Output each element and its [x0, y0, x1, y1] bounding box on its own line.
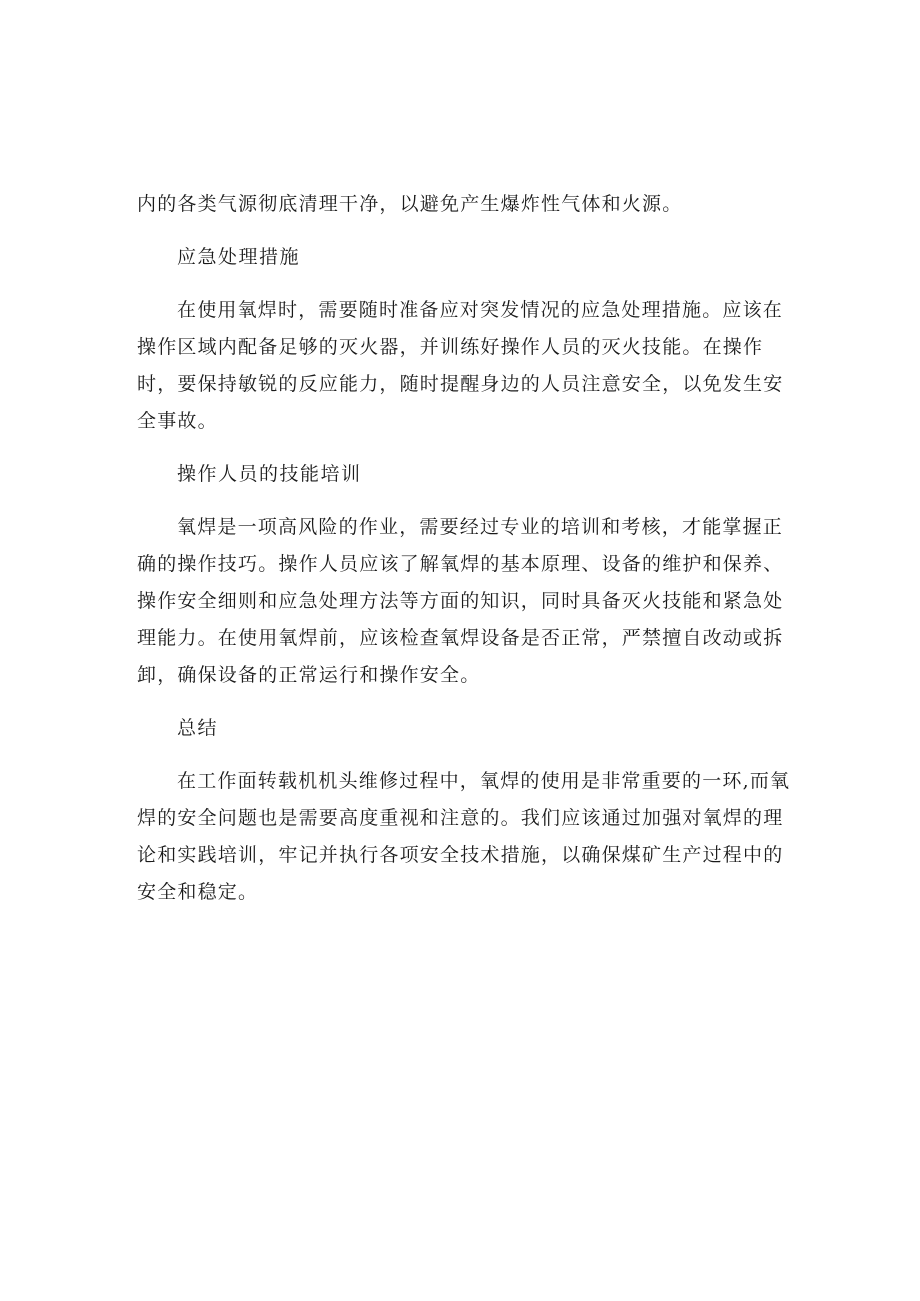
spacer: [137, 694, 781, 710]
paragraph-line: 在工作面转载机机头维修过程中，氧焊的使用是非常重要的一环,而氧: [177, 770, 791, 792]
spacer: [137, 747, 781, 763]
paragraph-line: 时，要保持敏锐的反应能力，随时提醒身边的人员注意安全，以免发生安: [137, 373, 784, 395]
paragraph-line: 氧焊是一项高风险的作业，需要经过专业的培训和考核，才能掌握正: [177, 516, 784, 538]
paragraph-line: 操作安全细则和应急处理方法等方面的知识，同时具备灭火技能和紧急处: [137, 590, 784, 612]
spacer: [137, 223, 781, 239]
paragraph-line: 论和实践培训，牢记并执行各项安全技术措施，以确保煤矿生产过程中的: [137, 844, 784, 866]
paragraph-line: 全事故。: [137, 410, 218, 432]
spacer: [137, 440, 781, 456]
section-heading: 操作人员的技能培训: [177, 463, 362, 485]
paragraph-line: 操作区域内配备足够的灭火器，并训练好操作人员的灭火技能。在操作: [137, 336, 764, 358]
paragraph-line: 理能力。在使用氧焊前，应该检查氧焊设备是否正常，严禁擅自改动或拆: [137, 627, 784, 649]
section-heading: 总结: [177, 717, 219, 739]
spacer: [137, 493, 781, 509]
paragraph-line: 内的各类气源彻底清理干净，以避免产生爆炸性气体和火源。: [137, 193, 683, 215]
paragraph-line: 安全和稳定。: [137, 881, 259, 903]
paragraph-line: 焊的安全问题也是需要高度重视和注意的。我们应该通过加强对氧焊的理: [137, 807, 784, 829]
paragraph-line: 在使用氧焊时，需要随时准备应对突发情况的应急处理措施。应该在: [177, 299, 784, 321]
paragraph-line: 卸，确保设备的正常运行和操作安全。: [137, 664, 481, 686]
paragraph-line: 确的操作技巧。操作人员应该了解氧焊的基本原理、设备的维护和保养、: [137, 553, 784, 575]
document-body: [137, 186, 791, 911]
spacer: [137, 276, 781, 292]
section-heading: 应急处理措施: [177, 246, 301, 268]
